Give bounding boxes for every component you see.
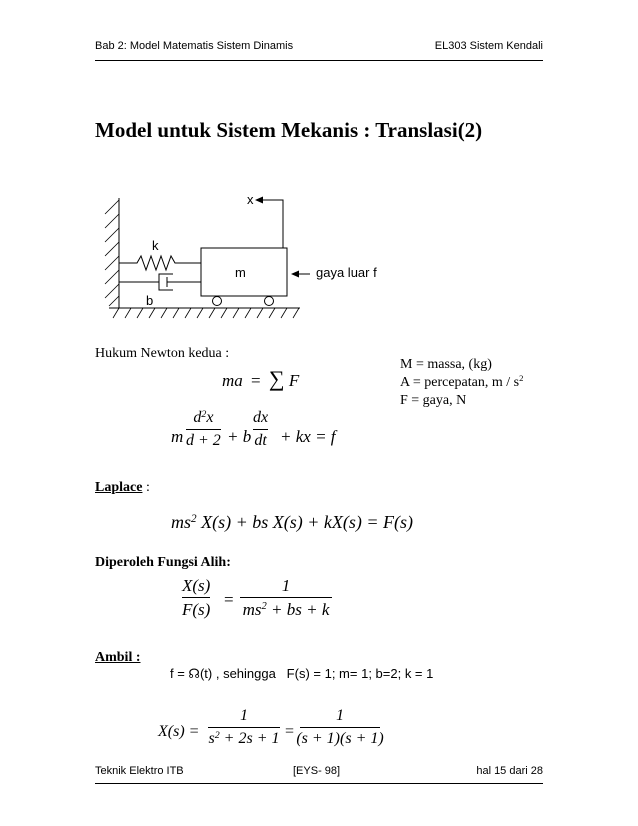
legend-line-2-sup: 2 (519, 373, 524, 384)
eq2-frac2-den: dt (254, 432, 267, 449)
diagram-label-k: k (152, 238, 159, 253)
transfer-equals: = (224, 590, 234, 609)
ambil-frac2-den: (s + 1)(s + 1) (296, 730, 384, 747)
ambil-text: f = ☊(t) , sehingga F(s) = 1; m= 1; b=2; k = 1 (170, 666, 434, 681)
eq2-frac1-den: d + 2 (186, 432, 221, 449)
footer-left: Teknik Elektro ITB (95, 765, 184, 777)
transfer-den-rest: + bs + k (266, 600, 330, 619)
footer-right: hal 15 dari 28 (476, 765, 543, 777)
wheel-left (213, 297, 222, 306)
eq1-rhs: F (288, 371, 300, 390)
transfer-left-bar (182, 597, 210, 598)
legend-line-2-text: A = percepatan, m / s (400, 375, 520, 390)
newton-heading: Hukum Newton kedua : (95, 346, 230, 361)
transfer-heading: Diperoleh Fungsi Alih: (95, 555, 231, 570)
spring (119, 256, 201, 270)
transfer-right-bar (240, 597, 332, 598)
ambil-fraction-1 (208, 708, 280, 747)
legend-line-3: F = gaya, N (400, 393, 467, 408)
eq2-frac2-num: dx (253, 409, 269, 426)
diagram-label-x: x (247, 192, 254, 207)
laplace-eq-part1: ms (171, 512, 192, 532)
eq1-equals: = (251, 371, 261, 390)
wheel-right (265, 297, 274, 306)
eq2-plus-b: + b (227, 427, 252, 446)
ambil-lhs: X(s) = (158, 723, 200, 740)
ambil-frac2-bar (300, 727, 380, 728)
eq2-rest: + kx = f (280, 427, 336, 446)
displacement-arrow (261, 200, 283, 248)
ambil-den1-s: s (208, 730, 215, 747)
displacement-arrowhead (255, 197, 263, 204)
eq2-d-sup: 2 (201, 408, 207, 420)
page-title: Model untuk Sistem Mekanis : Translasi(2) (95, 118, 483, 142)
force-arrowhead (291, 271, 299, 278)
laplace-heading (95, 480, 150, 496)
laplace-heading-colon: : (142, 480, 150, 495)
footer-center: [EYS- 98] (293, 765, 341, 777)
eq1-sum: ∑ (268, 366, 285, 391)
legend-line-2 (400, 375, 523, 391)
transfer-right-num: 1 (281, 576, 291, 595)
ambil-frac1-bar (208, 727, 280, 728)
eq2-frac2-bar (253, 429, 268, 430)
eq2-x: x (206, 409, 214, 426)
header-rule (95, 60, 543, 61)
eq2-frac1-bar (186, 429, 221, 430)
ambil-heading: Ambil : (95, 650, 141, 665)
mass-spring-damper-diagram (95, 188, 310, 328)
transfer-left-den: F(s) (182, 600, 211, 619)
damper (119, 274, 201, 290)
diagram-label-force: gaya luar f (316, 265, 377, 280)
ambil-den1-rest: + 2s + 1 (219, 730, 280, 747)
header-left: Bab 2: Model Matematis Sistem Dinamis (95, 40, 294, 52)
laplace-eq-sup: 2 (191, 512, 197, 525)
eq2-fraction-1 (186, 410, 221, 449)
floor-hatch (113, 308, 299, 318)
ambil-frac2-num: 1 (336, 707, 344, 724)
eq2-fraction-2 (253, 410, 268, 449)
diagram-label-m: m (235, 265, 246, 280)
laplace-equation (171, 512, 413, 533)
ambil-den1-sup: 2 (214, 729, 220, 741)
transfer-den-sup: 2 (261, 601, 267, 613)
newton-equation-1 (222, 366, 299, 392)
transfer-den-ms: ms (242, 600, 262, 619)
laplace-heading-text: Laplace (95, 480, 143, 495)
eq1-lhs: ma (222, 371, 243, 390)
footer-rule (95, 783, 543, 784)
wall-hatch (105, 200, 119, 306)
eq2-frac1-num (193, 410, 213, 426)
ambil-frac1-den (208, 731, 279, 747)
header-right: EL303 Sistem Kendali (434, 40, 543, 52)
laplace-eq-part2: X(s) + bs X(s) + kX(s) = F(s) (201, 512, 413, 532)
transfer-left-fraction (182, 577, 210, 618)
diagram-label-b: b (146, 293, 154, 308)
transfer-right-fraction (240, 577, 332, 619)
eq2-d: d (193, 409, 202, 426)
ambil-equals: = (285, 723, 295, 740)
transfer-right-den (243, 601, 330, 619)
transfer-left-num: X(s) (182, 576, 211, 595)
ambil-fraction-2 (296, 707, 384, 747)
ambil-frac1-num: 1 (240, 707, 248, 724)
legend-line-1: M = massa, (kg) (400, 357, 492, 372)
eq2-m: m (171, 427, 184, 446)
